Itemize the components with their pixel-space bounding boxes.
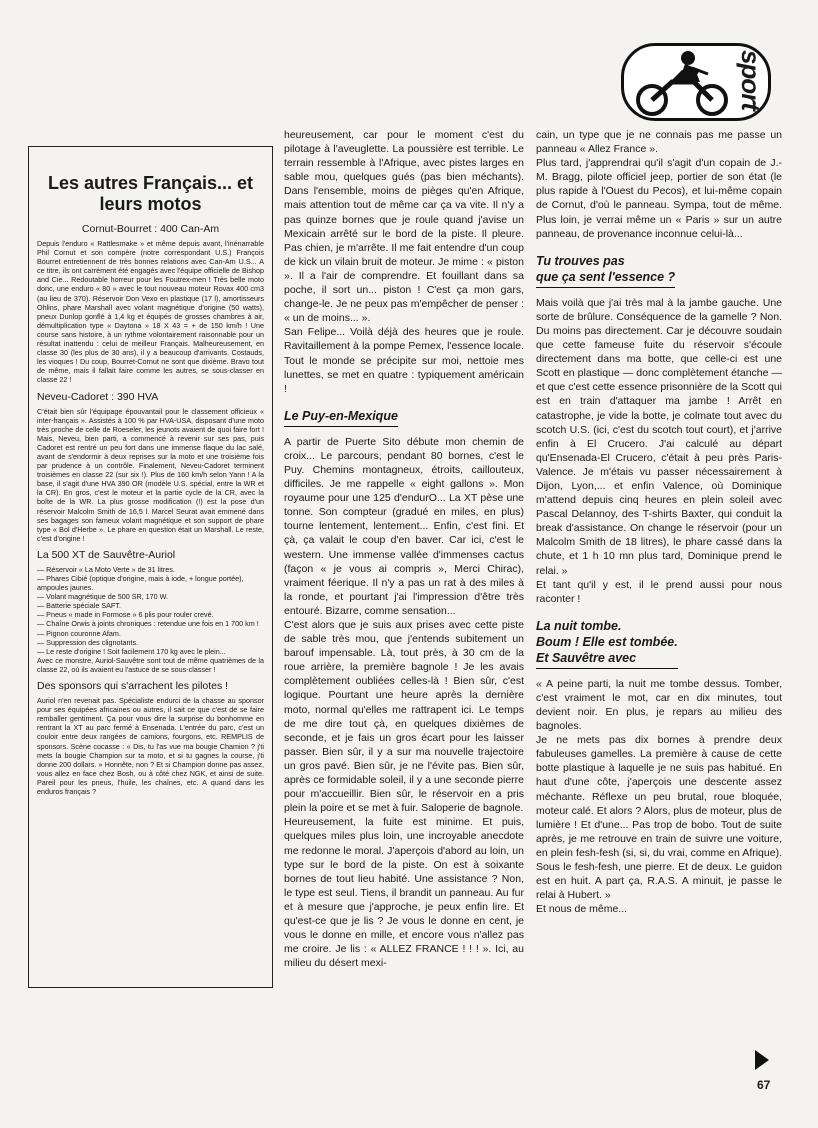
sidebar-heading: Des sponsors qui s'arrachent les pilotes ! — [37, 680, 229, 693]
list-item: — Réservoir « La Moto Verte » de 31 litres. — [37, 564, 175, 574]
heading-line: Le Puy-en-Mexique — [284, 408, 398, 423]
motorcycle-rider-icon — [630, 48, 740, 120]
heading-line: Boum ! Elle est tombée. — [536, 634, 678, 649]
list-item: — Suppression des clignotants. — [37, 637, 139, 647]
list-item: — Batterie spéciale SAFT. — [37, 601, 121, 611]
sidebar-paragraph: Depuis l'enduro « Rattlesmake » et même depuis avant, l'inénarrable Phil Cornut et son compère (notre correspondant U.S.) François Bourret entretiennent de très bonnes relations avec Can-Am U.S... A ce titre, ils ont carrément été engagés avec l'équipe officielle de Bishop and Cie... Redoutable horreur pour les Foutrex-men ! Très belle moto donc, une enduro « 80 » avec le tout nouveau moteur Rovax 400 cm3 (au lieu de 370). Réservoir Don Vexo en plastique (17 l), amortisseurs Ohlins, phare Marshall avec volant magnétique d'origine (50 watts), pneux Dunlop gonflé à 1,4 kg et équipés de grosses chambres à air, démultiplication type « Daytona » 18 X 43 = + de 150 km/h ! Une course sans histoire, à un rythme volontairement raisonnable pour un résultat inattendu : celui de meilleur Français. Malheureusement, en classe 30 (les plus de 30 ans), il y a beaucoup d'arrivants. Costauds, les vioques ! Du coup, Bourret-Cornut ne sont que dixième. Bravo tout de même, mais il fallait faire comme les autres, se sous-classer en classe 22 ! — [37, 239, 264, 385]
paragraph: Et tant qu'il y est, il le prend aussi pour nous raconter ! — [536, 578, 782, 605]
sport-logo — [621, 43, 771, 121]
sidebar-paragraph: Avec ce monstre, Auriol-Sauvêtre sont tout de même quatrièmes de la classe 22, où ils avaient eu l'astuce de se sous-classer ! — [37, 655, 264, 674]
paragraph: Mais voilà que j'ai très mal à la jambe gauche. Une sorte de brûlure. Conséquence de la gamelle ? Non. Du moins pas directement. Car je découvre soudain que cette fameuse fuite du réservoir s'écoule directement dans ma botte, que celle-ci est une Scott en plastique — donc complètement étanche — et que c'est cette essence prisonnière de la Scott qui est en train d'attaquer ma jambe ! Arrêt en catastrophe, je vide la botte, je colmate tout avec du scotch U.S. (ici, c'est du scotch tout court), et j'arrive enfin à El Crucero. J'ai calculé au départ qu'Ensenada-El Crucero, c'était à peu près Paris-Valence. Je m'étais vu passer nécessairement à Dijon, Lyon,... et enfin Valence, où Dominique m'attend depuis cinq heures en plein soleil avec Pascal Delannoy, des T-shirts Baxter, qui conduit la break d'assistance. On change le réservoir (pour un Malcolm Smith de 18 litres), le phare cassé dans la chute, et 1 h 10 mn plus tard, Dominique prend le relai. » — [536, 296, 782, 577]
sidebar-title: Les autres Français... et leurs motos — [47, 173, 254, 214]
paragraph: heureusement, car pour le moment c'est du pilotage à l'aveuglette. La poussière est terrible. Le terrain ressemble à l'Afrique, avec pistes larges en sable mou, quelques gués (pas bien méchants). Dans l'ensemble, moins de pièges qu'en Afrique, mais attention tout de même car ça va vite. Il n'y a pas quinze bornes que je roule quand j'avise un Mexicain arrêté sur le bord de la piste. Il pleure. Pas chien, je m'arrête. Il me fait entendre d'un coup de kick un vilain bruit de moteur. Je mime : « piston ». Il a l'air de comprendre. Et fouillant dans sa poche, il sort un... piston ! C'est ça mon gars, change-le. Je ne peux pas m'empêcher de penser : « un de moins... ». — [284, 129, 524, 325]
heading-line: Et Sauvêtre avec — [536, 650, 637, 665]
paragraph: Plus tard, j'apprendrai qu'il s'agit d'un copain de J.-M. Bragg, pilote officiel jeep, portier de son état (le plus rapide à l'Ouest du Pecos), et lui-même copain de Cornut, d'où le panneau. Sympa, tout de même. Plus loin, je verrai même un « Paris » sur un autre panneau, de provenance inconnue celui-là... — [536, 157, 782, 240]
list-item: — Volant magnétique de 500 SR, 170 W. — [37, 592, 169, 602]
article-column-2 — [284, 128, 524, 970]
sidebar-paragraph: Auriol n'en revenait pas. Spécialiste endurci de la chasse au sponsor pour ses équipées africaines ou autres, il sait ce que c'est de se faire remballer gentiment. Ça pour vous dire la surprise du bonhomme en rentrant la XT au parc fermé à Ensenada. L'entrée du parc, c'est un couloir entre deux rangées de camions, fourgons, etc. REMPLIS de sponsors. Scène cocasse : « Dis, tu l'as vue ma bougie Chamion ? j'ti mets la bougie Champion sur ta moto, et si tu gagnes la course, j'ti donne 200 dollars. » Honnête, non ? Et si Champion donne pas assez, vous allez en face chez Bosh, ou à côté chez NGK, et ainsi de suite. Pareil pour les pneus, l'huile, les chaînes, etc. A quand dans les enduros français ? — [37, 696, 264, 796]
section-heading — [536, 618, 678, 669]
article-column-3 — [536, 128, 782, 916]
paragraph: San Felipe... Voilà déjà des heures que je roule. Ravitaillement à la pompe Pemex, l'essence locale. Tout le monde se précipite sur moi, nettoie mes lunettes, se met en quatre : typiquement américain ! — [284, 326, 524, 395]
list-item: — Le reste d'origine ! Soit facilement 170 kg avec le plein... — [37, 646, 226, 656]
continue-arrow-icon — [755, 1050, 769, 1070]
sidebar-heading: Cornut-Bourret : 400 Can-Am — [81, 223, 220, 235]
list-item: — Pignon couronne Afam. — [37, 628, 121, 638]
page-number: 67 — [757, 1078, 771, 1092]
paragraph: « A peine parti, la nuit me tombe dessus. Tomber, c'est vraiment le mot, car en dix minutes, tout devient noir. En plus, je repars au milieu des bagnoles. — [536, 677, 782, 733]
section-heading — [536, 253, 675, 288]
heading-line: Tu trouves pas — [536, 253, 625, 268]
list-item: — Pneus « made in Formose » 6 plis pour rouler crevé. — [37, 610, 214, 620]
list-item: — Chaîne Orwis à joints chroniques : retendue une fois en 1 700 km ! — [37, 619, 259, 629]
sidebar-heading: La 500 XT de Sauvêtre-Auriol — [37, 548, 176, 561]
spec-list — [37, 565, 264, 656]
logo-text: sport — [736, 50, 766, 110]
sidebar-box — [28, 146, 273, 988]
section-heading — [284, 408, 398, 427]
sidebar-paragraph: C'était bien sûr l'équipage épouvantail pour le classement officieux « inter-français ». Assistés à 100 % par HVA-USA, disposant d'une moto très proche de celle de Roeseler, les jeunots avaient de quoi faire fort ! Mais, Neveu, bien parti, a commencé à revenir sur ses pas, puis Cadoret est rentré un peu fort dans une immense flaque du lac salé, avant de s'endormir à deux reprises sur la moto et une troisième fois par prudence à un contrôle. Finalement, Neveu-Cadoret terminent troisièmes en classe 22 (sur six !). Plus de 160 km/h selon Yann ! A la base, il s'agit d'une HVA 390 OR (modèle U.S. spécial, entre la WR et la CR). En gros, c'est le moteur et la partie cycle de la CR, avec la boîte de la WR. La plus grosse modification (!) est la pose d'un réservoir Malcolm Smith de 16,5 l. Marcel Seurat avait emmené dans ses bagages son fameux volant magnétique et son support de phare type « Bol d'Herbe ». Le phare en question était un Marshall. Le reste, c'est d'origine ! — [37, 406, 264, 543]
paragraph: Et nous de même... — [536, 903, 628, 916]
paragraph: A partir de Puerte Sito débute mon chemin de croix... Le parcours, pendant 80 bornes, c'est le Puy. Chemins montagneux, étroits, caillouteux, difficiles. Je me rappelle « eight gallons ». Mon royaume pour une 125 d'endurO... La XT pèse une tonne. Son compteur (gradué en miles, en plus) tourne lentement, lentement... Enfin, c'est fini. Et çà, ça valait le coup d'en baver. Car ici, c'est le western. Une immense vallée d'immenses cactus (façon « je vous ai compris », Merci Chirac), vraiment féerique. Il n'y a pas un rat à des miles à la ronde, et pourtant j'ai l'impression d'être très entouré. Bizarre, comme sensation... — [284, 435, 524, 617]
paragraph: C'est alors que je suis aux prises avec cette piste de sable très mou, que j'entends subitement un barouf impensable. Là, tout près, à 30 cm de la roue arrière, la première bagnole ! Je les avais complètement oubliées celles-là ! Bien sûr, c'est logique. Pourtant une heure après la dernière moto, normal qu'elles me rattrapent ici. Le temps de me dire tout çà, en quelques dixièmes de seconde, et je fais un gros écart pour les laisser passer. Bien sûr, il y a sur ma nouvelle trajectoire un gros pavé. Bien sûr, je ne l'évite pas. Bien sûr, après ce formidable soleil, il y a une seconde pierre pour m'accueillir. Bien sûr, le réservoir en a pris plein la poire et se met à fuir. Saloperie de bagnole. — [284, 619, 524, 815]
list-item: — Phares Cibié (optique d'origine, mais à iode, + longue portée), ampoules jaunes. — [37, 574, 244, 593]
paragraph: Je ne mets pas dix bornes à prendre deux fabuleuses gamelles. La première à cause de cette botte plastique à laquelle je ne suis pas habitué. En haut d'une côte, j'aperçois une descente assez méchante. Réflexe un peu brutal, roue bloquée, moteur calé. Et alors ? Alors, plus de moteur, plus de lumière ! Et d'une... Pas trop de bobo. Tout de suite après, je me retrouve en train de suivre une voiture, en plein fesh-fesh (si, si, du vrai, comme en Afrique). Sous le fesh-fesh, une pierre. Et de deux. Le guidon est en huit. A part ça, R.A.S. A minuit, je passe le relai à Hubert. » — [536, 734, 782, 902]
paragraph: Heureusement, la fuite est minime. Et puis, quelques miles plus loin, une incroyable anecdote me redonne le moral. J'aperçois d'abord au loin, un type sur le bord de la piste. On est à soixante bornes de tout lieu habité. Une assistance ? Non, le type est seul. Tiens, il brandit un panneau. Au fur et à mesure que j'approche, je peux enfin lire. Et qu'est-ce que je lis ? Je vous le donne en cent, je vous le donne en mille, et encore vous n'allez pas me croire. Je lis : « ALLEZ FRANCE ! ! ! ». Ici, au milieu du désert mexi- — [284, 816, 524, 970]
paragraph: cain, un type que je ne connais pas me passe un panneau « Allez France ». — [536, 129, 782, 156]
sidebar-heading: Neveu-Cadoret : 390 HVA — [37, 390, 159, 403]
heading-line: que ça sent l'essence ? — [536, 269, 676, 284]
heading-line: La nuit tombe. — [536, 618, 622, 633]
